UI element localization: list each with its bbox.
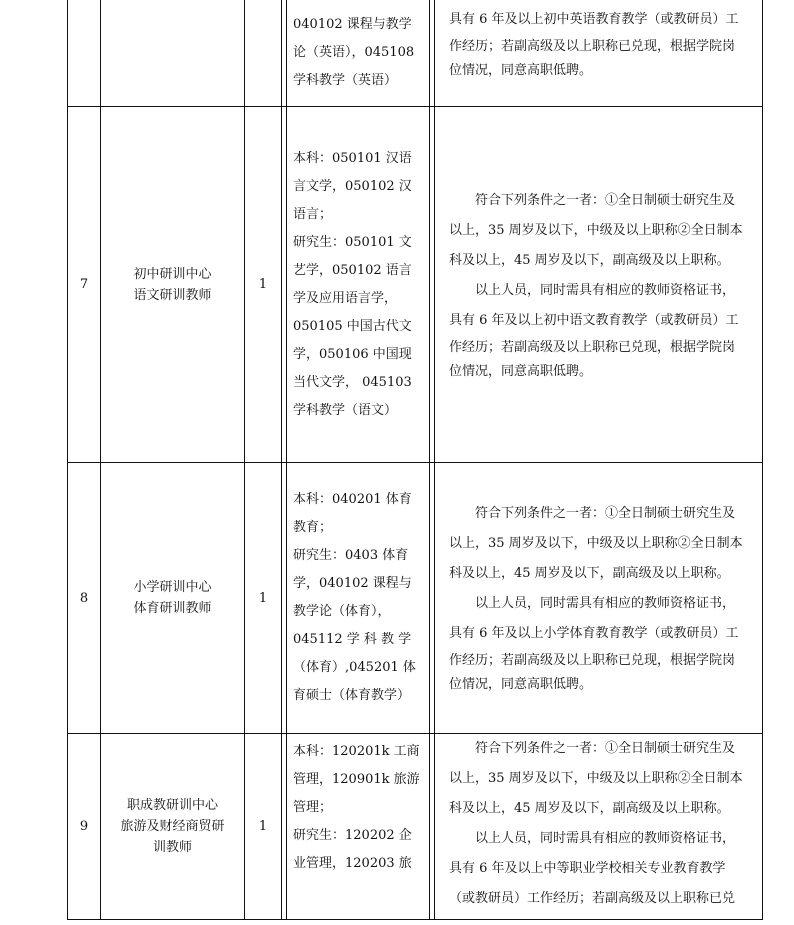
- table-row: [68, 107, 763, 463]
- table-row: [68, 0, 763, 107]
- major-cell: 本科：120201k 工商 管理，120901k 旅游 管理； 研究生：120202 企 业管理，120203 旅: [287, 734, 430, 920]
- count-cell: 1: [245, 734, 282, 920]
- requirements-cell: 符合下列条件之一者：①全日制硕士研究生及 以上，35 周岁及以下，中级及以上职称②全日制本 科及以上，45 周岁及以下，副高级及以上职称。 以上人员，同时需具有相应的教师资格证书， 具有 6 年及以上小学体育教育教学（或教研员）工 作经历；若副高级及以上职称已兑现，根据学院岗 位情况，同意高职低聘。: [435, 463, 763, 734]
- position-cell: [101, 0, 245, 107]
- major-cell: 本科：040201 体育 教育； 研究生：0403 体育 学，040102 课程与 教学论（体育）， 045112 学 科 教 学 （体育）,045201 体 育硕士（体育教学）: [287, 463, 430, 734]
- index-cell: 8: [68, 463, 101, 734]
- requirements-cell: 具有 6 年及以上初中英语教育教学（或教研员）工 作经历；若副高级及以上职称已兑现，根据学院岗 位情况，同意高职低聘。: [435, 0, 763, 107]
- requirements-cell: 符合下列条件之一者：①全日制硕士研究生及 以上，35 周岁及以下，中级及以上职称②全日制本 科及以上，45 周岁及以下，副高级及以上职称。 以上人员，同时需具有相应的教师资格证书， 具有 6 年及以上中等职业学校相关专业教育教学 （或教研员）工作经历；若副高级及以上职称已兑: [435, 734, 763, 920]
- position-cell: 小学研训中心 体育研训教师: [101, 463, 245, 734]
- index-cell: 9: [68, 734, 101, 920]
- major-cell: 本科：050101 汉语 言文学，050102 汉 语言； 研究生：050101 文 艺学，050102 语言 学及应用语言学， 050105 中国古代文 学，050106 中国现 当代文学， 045103 学科教学（语文）: [287, 107, 430, 463]
- table-row: [68, 734, 763, 920]
- index-cell: [68, 0, 101, 107]
- count-cell: 1: [245, 463, 282, 734]
- position-cell: 职成教研训中心 旅游及财经商贸研 训教师: [101, 734, 245, 920]
- requirements-cell: 符合下列条件之一者：①全日制硕士研究生及 以上，35 周岁及以下，中级及以上职称②全日制本 科及以上，45 周岁及以下，副高级及以上职称。 以上人员，同时需具有相应的教师资格证书， 具有 6 年及以上初中语文教育教学（或教研员）工 作经历；若副高级及以上职称已兑现，根据学院岗 位情况，同意高职低聘。: [435, 107, 763, 463]
- major-cell: 040102 课程与教学 论（英语），045108 学科教学（英语）: [287, 0, 430, 107]
- count-cell: [245, 0, 282, 107]
- index-cell: 7: [68, 107, 101, 463]
- count-cell: 1: [245, 107, 282, 463]
- table-row: [68, 463, 763, 734]
- position-cell: 初中研训中心 语文研训教师: [101, 107, 245, 463]
- recruitment-table: [67, 0, 763, 920]
